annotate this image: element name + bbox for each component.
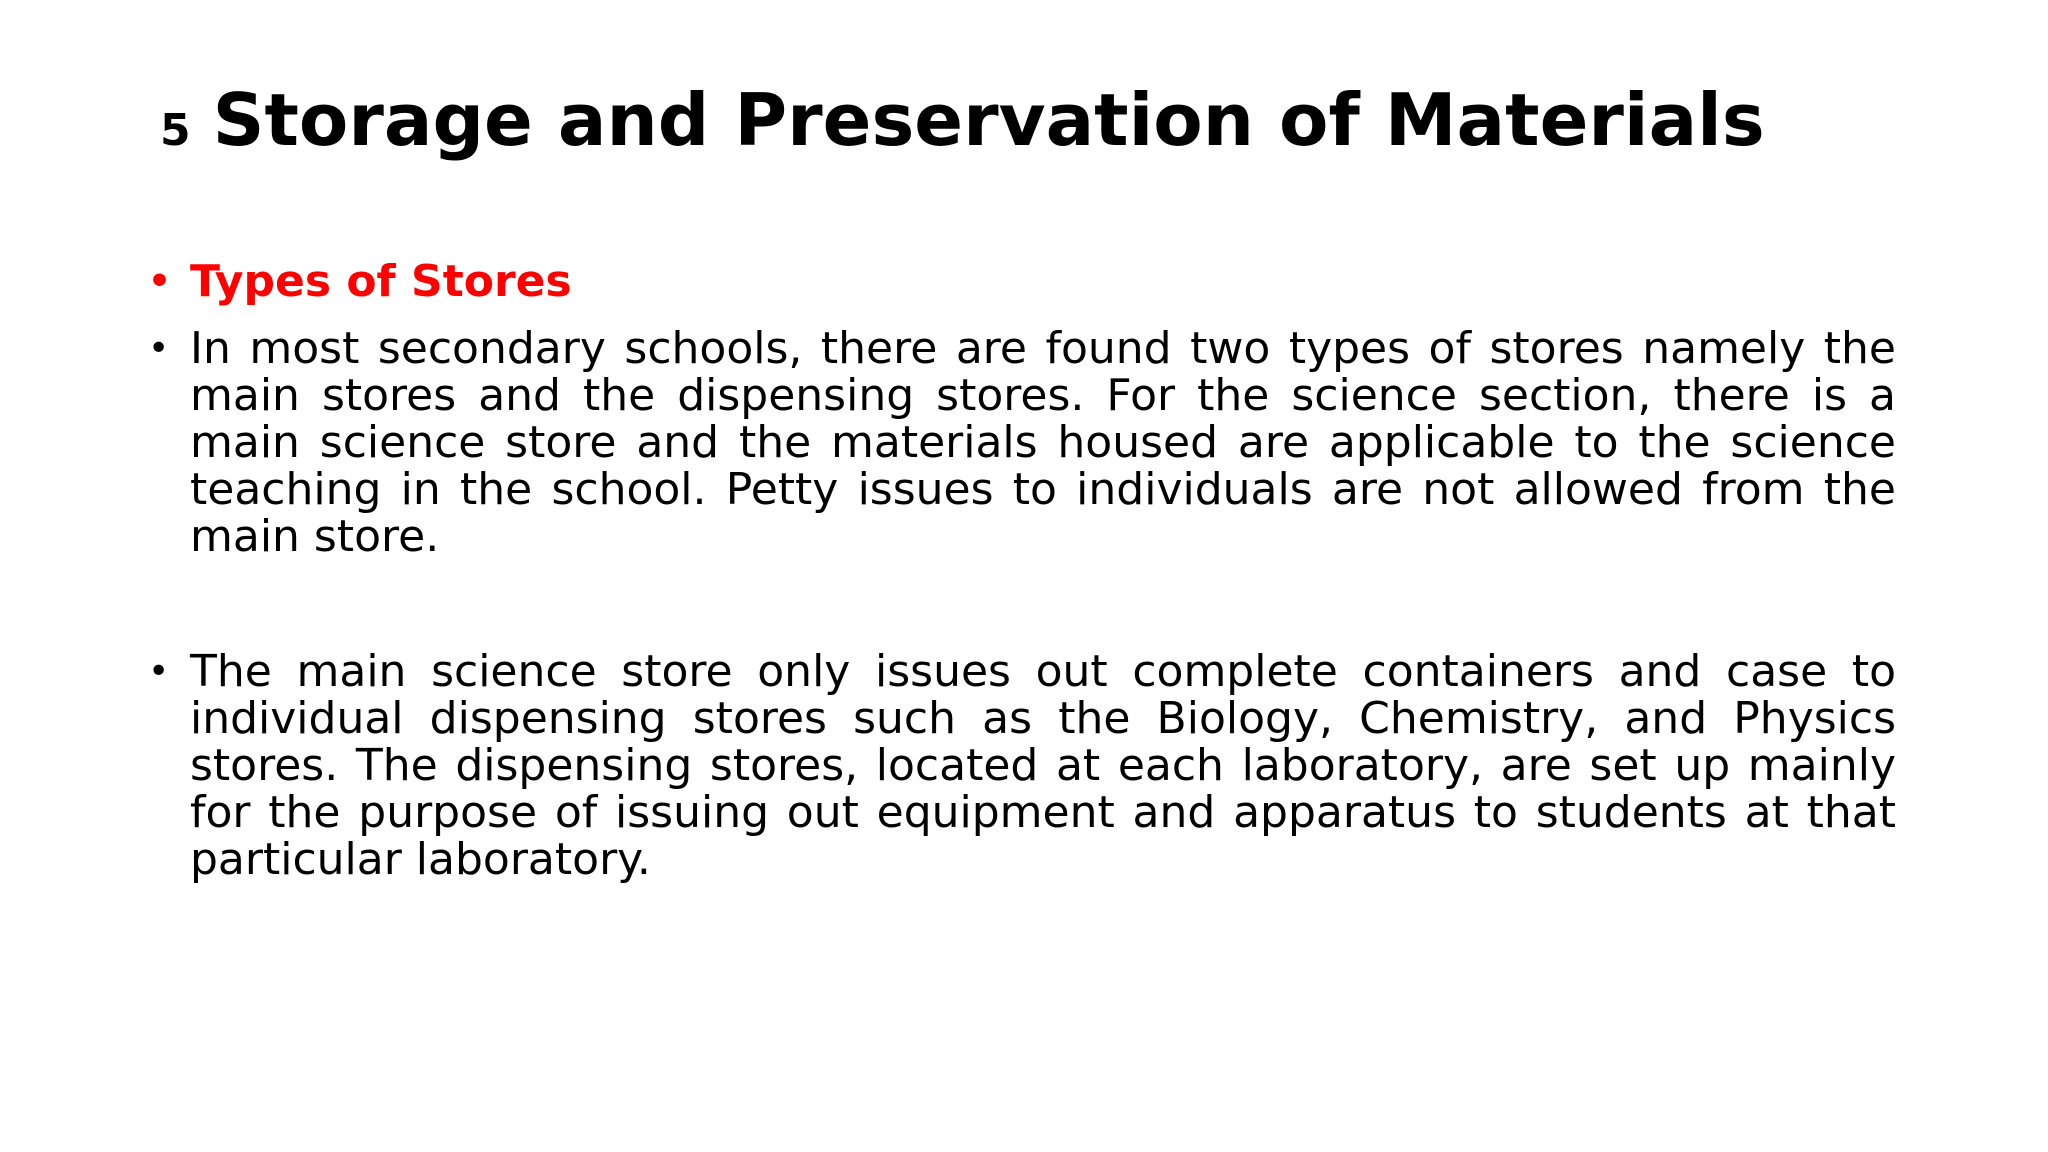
slide-title-text: Storage and Preservation of Materials	[212, 78, 1765, 162]
bullet-text: In most secondary schools, there are found two types of stores namely the main stores and the dispensing stores. For the science section, there is a main science store and the materials housed are applicable to the science teaching in the school. Petty issues to individuals are not allowed from the main store.	[190, 323, 1896, 562]
bullet-dot-icon: •	[148, 261, 172, 302]
slide-content	[148, 258, 1896, 883]
bullet-text: Types of Stores	[190, 256, 572, 307]
bullet-paragraph-main-stores	[148, 325, 1896, 560]
bullet-text: The main science store only issues out complete containers and case to individual dispensing stores such as the Biology, Chemistry, and Physics stores. The dispensing stores, located at each laboratory, are set up mainly for the purpose of issuing out equipment and apparatus to students at that particular laboratory.	[190, 646, 1896, 885]
bullet-dot-icon: •	[148, 651, 170, 692]
slide-title-number: 5	[160, 105, 191, 156]
bullet-heading-types-of-stores	[148, 258, 1896, 305]
bullet-dot-icon: •	[148, 328, 170, 369]
slide-title	[160, 70, 1920, 181]
bullet-paragraph-dispensing-stores	[148, 648, 1896, 883]
